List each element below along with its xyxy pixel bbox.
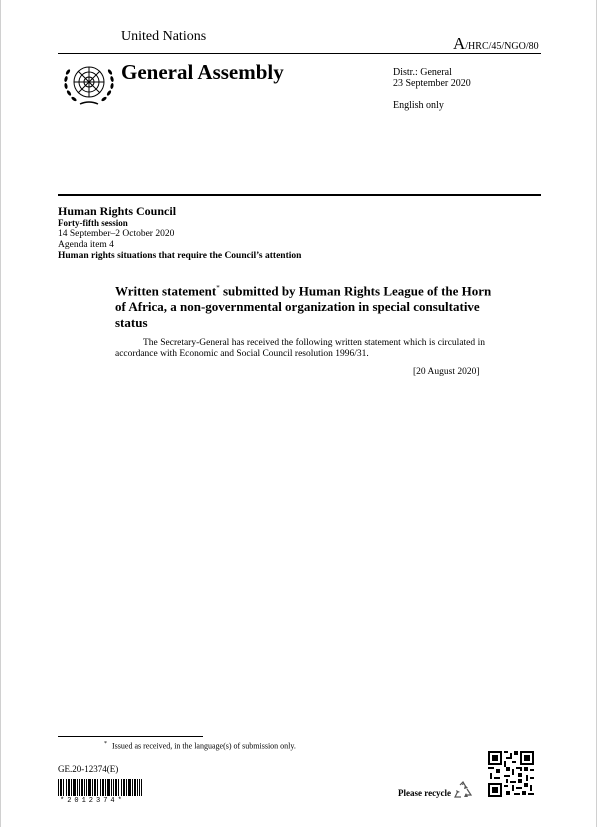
- statement-title-part1: Written statement: [115, 283, 217, 299]
- agenda-item: Agenda item 4: [58, 240, 114, 250]
- statement-footnote-marker: *: [216, 284, 220, 292]
- statement-body: The Secretary-General has received the following written statement which is circulated in accordance with Economic and Social Council resolution 1996/31.: [115, 338, 485, 359]
- general-assembly-title: General Assembly: [121, 60, 284, 84]
- recycle-icon: [453, 781, 473, 801]
- please-recycle-label: Please recycle: [398, 788, 452, 798]
- org-name: United Nations: [121, 29, 207, 44]
- header-thick-rule: [58, 194, 541, 196]
- barcode-number: *2012374*: [60, 797, 125, 805]
- statement-title: [115, 280, 495, 331]
- council-name: Human Rights Council: [58, 204, 177, 218]
- page-edge-left: [0, 0, 1, 827]
- footnote-marker: *: [104, 741, 107, 747]
- session-dates: 14 September–2 October 2020: [58, 229, 175, 239]
- agenda-title: Human rights situations that require the Council’s attention: [58, 251, 302, 261]
- symbol-prefix: A: [453, 34, 466, 53]
- received-date: [20 August 2020]: [413, 367, 480, 377]
- document-symbol: [453, 34, 539, 54]
- footnote: [104, 741, 296, 751]
- un-emblem-icon: [62, 60, 116, 108]
- issue-date: 23 September 2020: [393, 78, 471, 89]
- barcode-icon: [58, 779, 142, 796]
- distribution-block: [393, 67, 471, 89]
- distribution-type: Distr.: General: [393, 67, 452, 78]
- footnote-text: Issued as received, in the language(s) of submission only.: [112, 741, 296, 751]
- qr-code-icon: [488, 751, 534, 797]
- document-number: GE.20-12374(E): [58, 764, 119, 774]
- footnote-rule: [58, 736, 203, 737]
- symbol-rest: /HRC/45/NGO/80: [465, 41, 539, 52]
- header-rule: [58, 53, 541, 54]
- statement-title-part2: submitted by Human Rights League of the Horn of Africa, a non-governmental organization in special consultative status: [115, 283, 492, 331]
- language-note: English only: [393, 100, 444, 111]
- session-name: Forty-fifth session: [58, 218, 128, 228]
